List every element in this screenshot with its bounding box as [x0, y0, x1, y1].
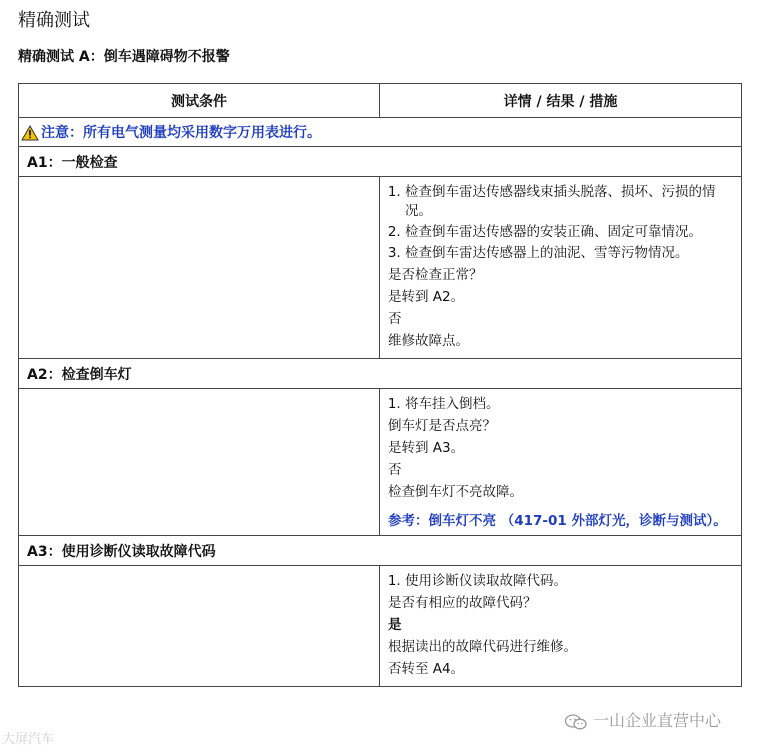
note-cell	[19, 118, 742, 147]
a2-yes: 是转到 A3。	[388, 440, 465, 456]
a1-step: 3. 检查倒车雷达传感器上的油泥、雪等污物情况。	[405, 244, 735, 263]
section-a2-row	[19, 359, 742, 389]
a1-detail-cell	[380, 177, 742, 359]
watermark-right-text: 一山企业直营中心	[593, 711, 722, 730]
a2-question: 倒车灯是否点亮？	[388, 418, 496, 434]
section-a3-title: A3：使用诊断仪读取故障代码	[19, 536, 742, 566]
a2-detail-cell	[380, 389, 742, 536]
section-a2-body	[19, 389, 742, 536]
a1-yes: 是转到 A2。	[388, 289, 465, 305]
a3-no: 否转至 A4。	[388, 661, 465, 677]
a1-question: 是否检查正常？	[388, 267, 483, 283]
watermark-left: 大屏汽车	[2, 732, 55, 747]
table-header-row	[19, 84, 742, 118]
test-table	[18, 83, 742, 687]
a1-action: 维修故障点。	[388, 333, 469, 349]
test-subtitle: 精确测试 A：倒车遇障碍物不报警	[18, 49, 230, 65]
header-details: 详情 / 结果 / 措施	[380, 84, 742, 118]
a2-reference-link[interactable]: 参考：倒车灯不亮 （417-01 外部灯光，诊断与测试）。	[388, 513, 727, 529]
a3-steps	[388, 572, 735, 591]
a3-yes: 是	[388, 617, 402, 633]
a2-steps	[388, 395, 735, 414]
section-a1-title: A1：一般检查	[19, 147, 742, 177]
a3-step: 1. 使用诊断仪读取故障代码。	[405, 572, 735, 591]
section-a1-row	[19, 147, 742, 177]
section-a3-body	[19, 566, 742, 687]
a3-detail-cell	[380, 566, 742, 687]
watermark-right	[565, 708, 721, 731]
a3-action: 根据读出的故障代码进行维修。	[388, 639, 577, 655]
section-a3-row	[19, 536, 742, 566]
header-test-condition: 测试条件	[19, 84, 380, 118]
a1-condition-cell	[19, 177, 380, 359]
section-a1-body	[19, 177, 742, 359]
section-a2-title: A2：检查倒车灯	[19, 359, 742, 389]
wechat-icon	[565, 714, 587, 730]
a2-action: 检查倒车灯不亮故障。	[388, 484, 523, 500]
a2-condition-cell	[19, 389, 380, 536]
page-title: 精确测试	[18, 10, 90, 31]
a3-question: 是否有相应的故障代码？	[388, 595, 537, 611]
note-text: 注意：所有电气测量均采用数字万用表进行。	[41, 125, 321, 141]
a1-no: 否	[388, 311, 402, 327]
a1-steps	[388, 183, 735, 263]
a3-condition-cell	[19, 566, 380, 687]
warning-icon	[21, 125, 39, 141]
a1-step: 2. 检查倒车雷达传感器的安装正确、固定可靠情况。	[405, 223, 735, 242]
note-row	[19, 118, 742, 147]
a2-step: 1. 将车挂入倒档。	[405, 395, 735, 414]
a2-no: 否	[388, 462, 402, 478]
a1-step: 1. 检查倒车雷达传感器线束插头脱落、损坏、污损的情况。	[405, 183, 735, 221]
